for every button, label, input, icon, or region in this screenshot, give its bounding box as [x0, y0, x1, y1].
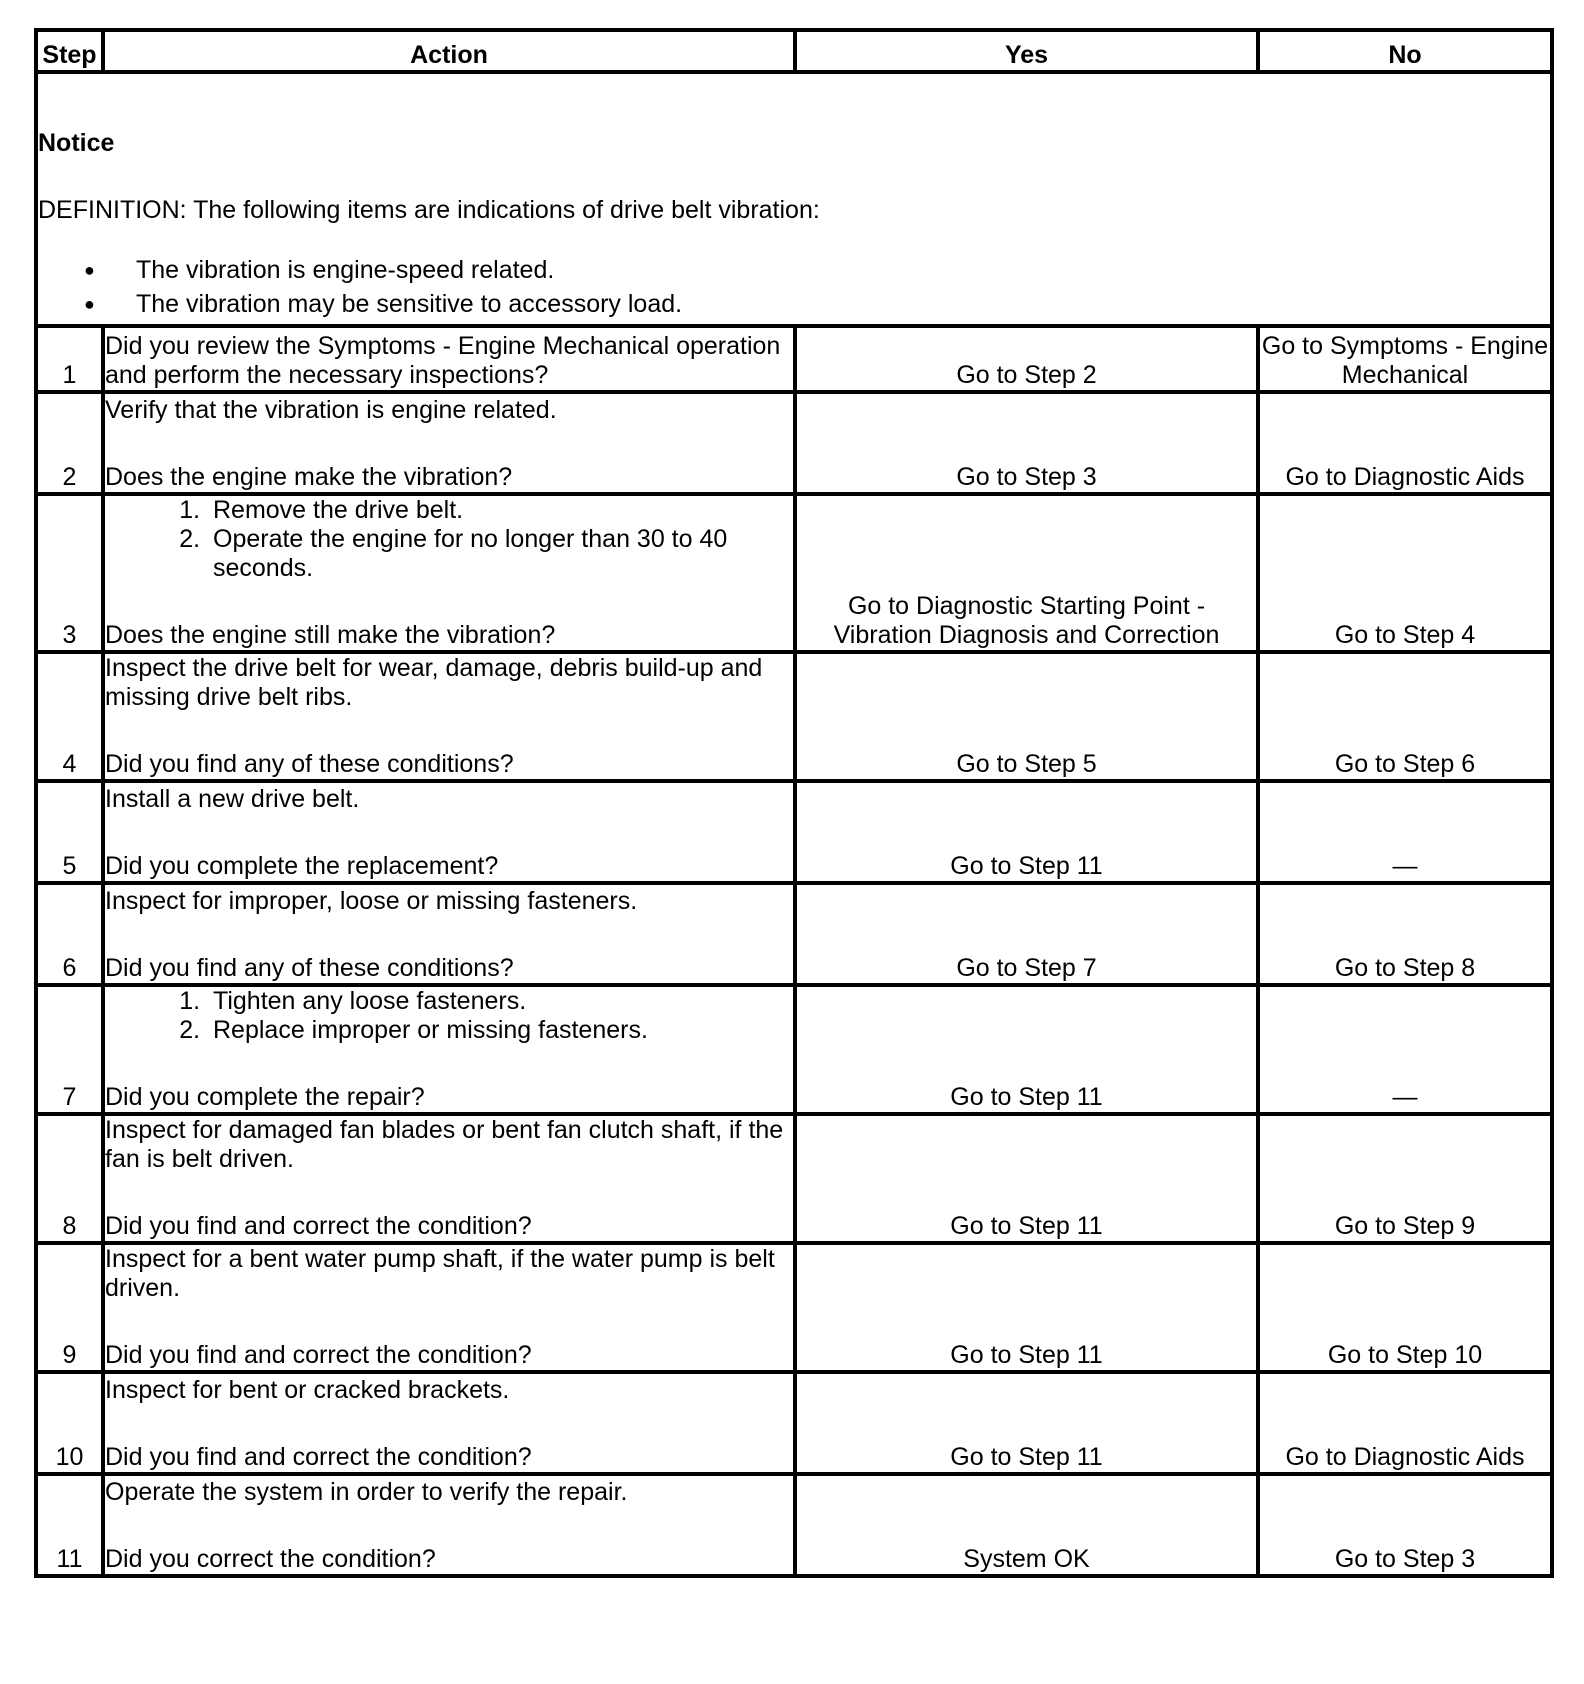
action-list [105, 987, 793, 1045]
no-result: Go to Step 9 [1258, 1114, 1552, 1243]
table-row [36, 985, 1552, 1114]
action-question: Did you find and correct the condition? [105, 1443, 532, 1471]
diagnostic-table [34, 28, 1554, 1578]
action-text: Did you review the Symptoms - Engine Mechanical operation and perform the necessary inspections? [105, 332, 781, 389]
action-list-item: 2. Operate the engine for no longer than 30 to 40 seconds. [207, 525, 793, 583]
yes-result: Go to Step 11 [795, 985, 1258, 1114]
action-list [105, 496, 793, 583]
action-question: Does the engine make the vibration? [105, 463, 513, 491]
action-cell [103, 652, 795, 781]
header-yes: Yes [795, 30, 1258, 72]
table-row [36, 1474, 1552, 1576]
action-cell [103, 326, 795, 392]
action-text: Inspect for a bent water pump shaft, if the water pump is belt driven. [105, 1245, 775, 1302]
action-list-item: 1. Remove the drive belt. [207, 496, 793, 525]
action-cell [103, 392, 795, 494]
no-result: Go to Step 4 [1258, 494, 1552, 652]
table-row [36, 1243, 1552, 1372]
step-number: 4 [36, 652, 103, 781]
no-result: Go to Step 10 [1258, 1243, 1552, 1372]
step-number: 5 [36, 781, 103, 883]
action-cell [103, 494, 795, 652]
action-question: Did you correct the condition? [105, 1545, 436, 1573]
action-cell [103, 1114, 795, 1243]
table-row [36, 781, 1552, 883]
table-header [36, 30, 1552, 72]
no-result: Go to Step 6 [1258, 652, 1552, 781]
yes-result: Go to Step 5 [795, 652, 1258, 781]
action-list-item: 1. Tighten any loose fasteners. [207, 987, 793, 1016]
action-cell [103, 985, 795, 1114]
no-result: Go to Step 3 [1258, 1474, 1552, 1576]
action-list-item: 2. Replace improper or missing fasteners. [207, 1016, 793, 1045]
no-result: Go to Diagnostic Aids [1258, 1372, 1552, 1474]
yes-result: Go to Step 11 [795, 1372, 1258, 1474]
header-no: No [1258, 30, 1552, 72]
step-number: 11 [36, 1474, 103, 1576]
action-question: Did you find and correct the condition? [105, 1341, 532, 1369]
action-question: Did you find any of these conditions? [105, 954, 514, 982]
step-number: 6 [36, 883, 103, 985]
yes-result: System OK [795, 1474, 1258, 1576]
notice-bullet: ● The vibration may be sensitive to accessory load. [136, 290, 1550, 319]
yes-result: Go to Step 3 [795, 392, 1258, 494]
action-question: Did you complete the repair? [105, 1083, 425, 1111]
table-row [36, 1114, 1552, 1243]
yes-result: Go to Step 11 [795, 1114, 1258, 1243]
notice-bullet: ● The vibration is engine-speed related. [136, 256, 1550, 285]
action-question: Did you find any of these conditions? [105, 750, 514, 778]
notice-cell [36, 72, 1552, 326]
action-text: Inspect the drive belt for wear, damage, debris build-up and missing drive belt ribs. [105, 654, 763, 711]
step-number: 8 [36, 1114, 103, 1243]
action-text: Inspect for damaged fan blades or bent fan clutch shaft, if the fan is belt driven. [105, 1116, 784, 1173]
step-number: 1 [36, 326, 103, 392]
notice-definition: DEFINITION: The following items are indications of drive belt vibration: [38, 196, 820, 224]
action-question: Does the engine still make the vibration? [105, 621, 556, 649]
notice-title: Notice [38, 129, 115, 157]
header-step: Step [36, 30, 103, 72]
yes-result: Go to Step 11 [795, 781, 1258, 883]
step-number: 9 [36, 1243, 103, 1372]
notice-bullet-list [38, 256, 1550, 319]
table-row [36, 392, 1552, 494]
action-question: Did you find and correct the condition? [105, 1212, 532, 1240]
header-action: Action [103, 30, 795, 72]
yes-result: Go to Step 11 [795, 1243, 1258, 1372]
table-row [36, 883, 1552, 985]
no-result: Go to Diagnostic Aids [1258, 392, 1552, 494]
action-text: Install a new drive belt. [105, 785, 360, 813]
step-number: 7 [36, 985, 103, 1114]
action-text: Operate the system in order to verify the repair. [105, 1478, 628, 1506]
no-result: — [1258, 985, 1552, 1114]
action-cell [103, 781, 795, 883]
yes-result: Go to Step 7 [795, 883, 1258, 985]
action-text: Inspect for improper, loose or missing fasteners. [105, 887, 638, 915]
table-row [36, 1372, 1552, 1474]
action-question: Did you complete the replacement? [105, 852, 499, 880]
action-text: Verify that the vibration is engine related. [105, 396, 557, 424]
action-cell [103, 1372, 795, 1474]
action-cell [103, 1243, 795, 1372]
table-row [36, 326, 1552, 392]
step-number: 2 [36, 392, 103, 494]
action-cell [103, 1474, 795, 1576]
action-cell [103, 883, 795, 985]
action-text: Inspect for bent or cracked brackets. [105, 1376, 510, 1404]
no-result: — [1258, 781, 1552, 883]
table-row [36, 652, 1552, 781]
step-number: 10 [36, 1372, 103, 1474]
table-row [36, 494, 1552, 652]
yes-result: Go to Step 2 [795, 326, 1258, 392]
yes-result: Go to Diagnostic Starting Point - Vibration Diagnosis and Correction [795, 494, 1258, 652]
no-result: Go to Symptoms - Engine Mechanical [1258, 326, 1552, 392]
step-number: 3 [36, 494, 103, 652]
no-result: Go to Step 8 [1258, 883, 1552, 985]
notice-row [36, 72, 1552, 326]
